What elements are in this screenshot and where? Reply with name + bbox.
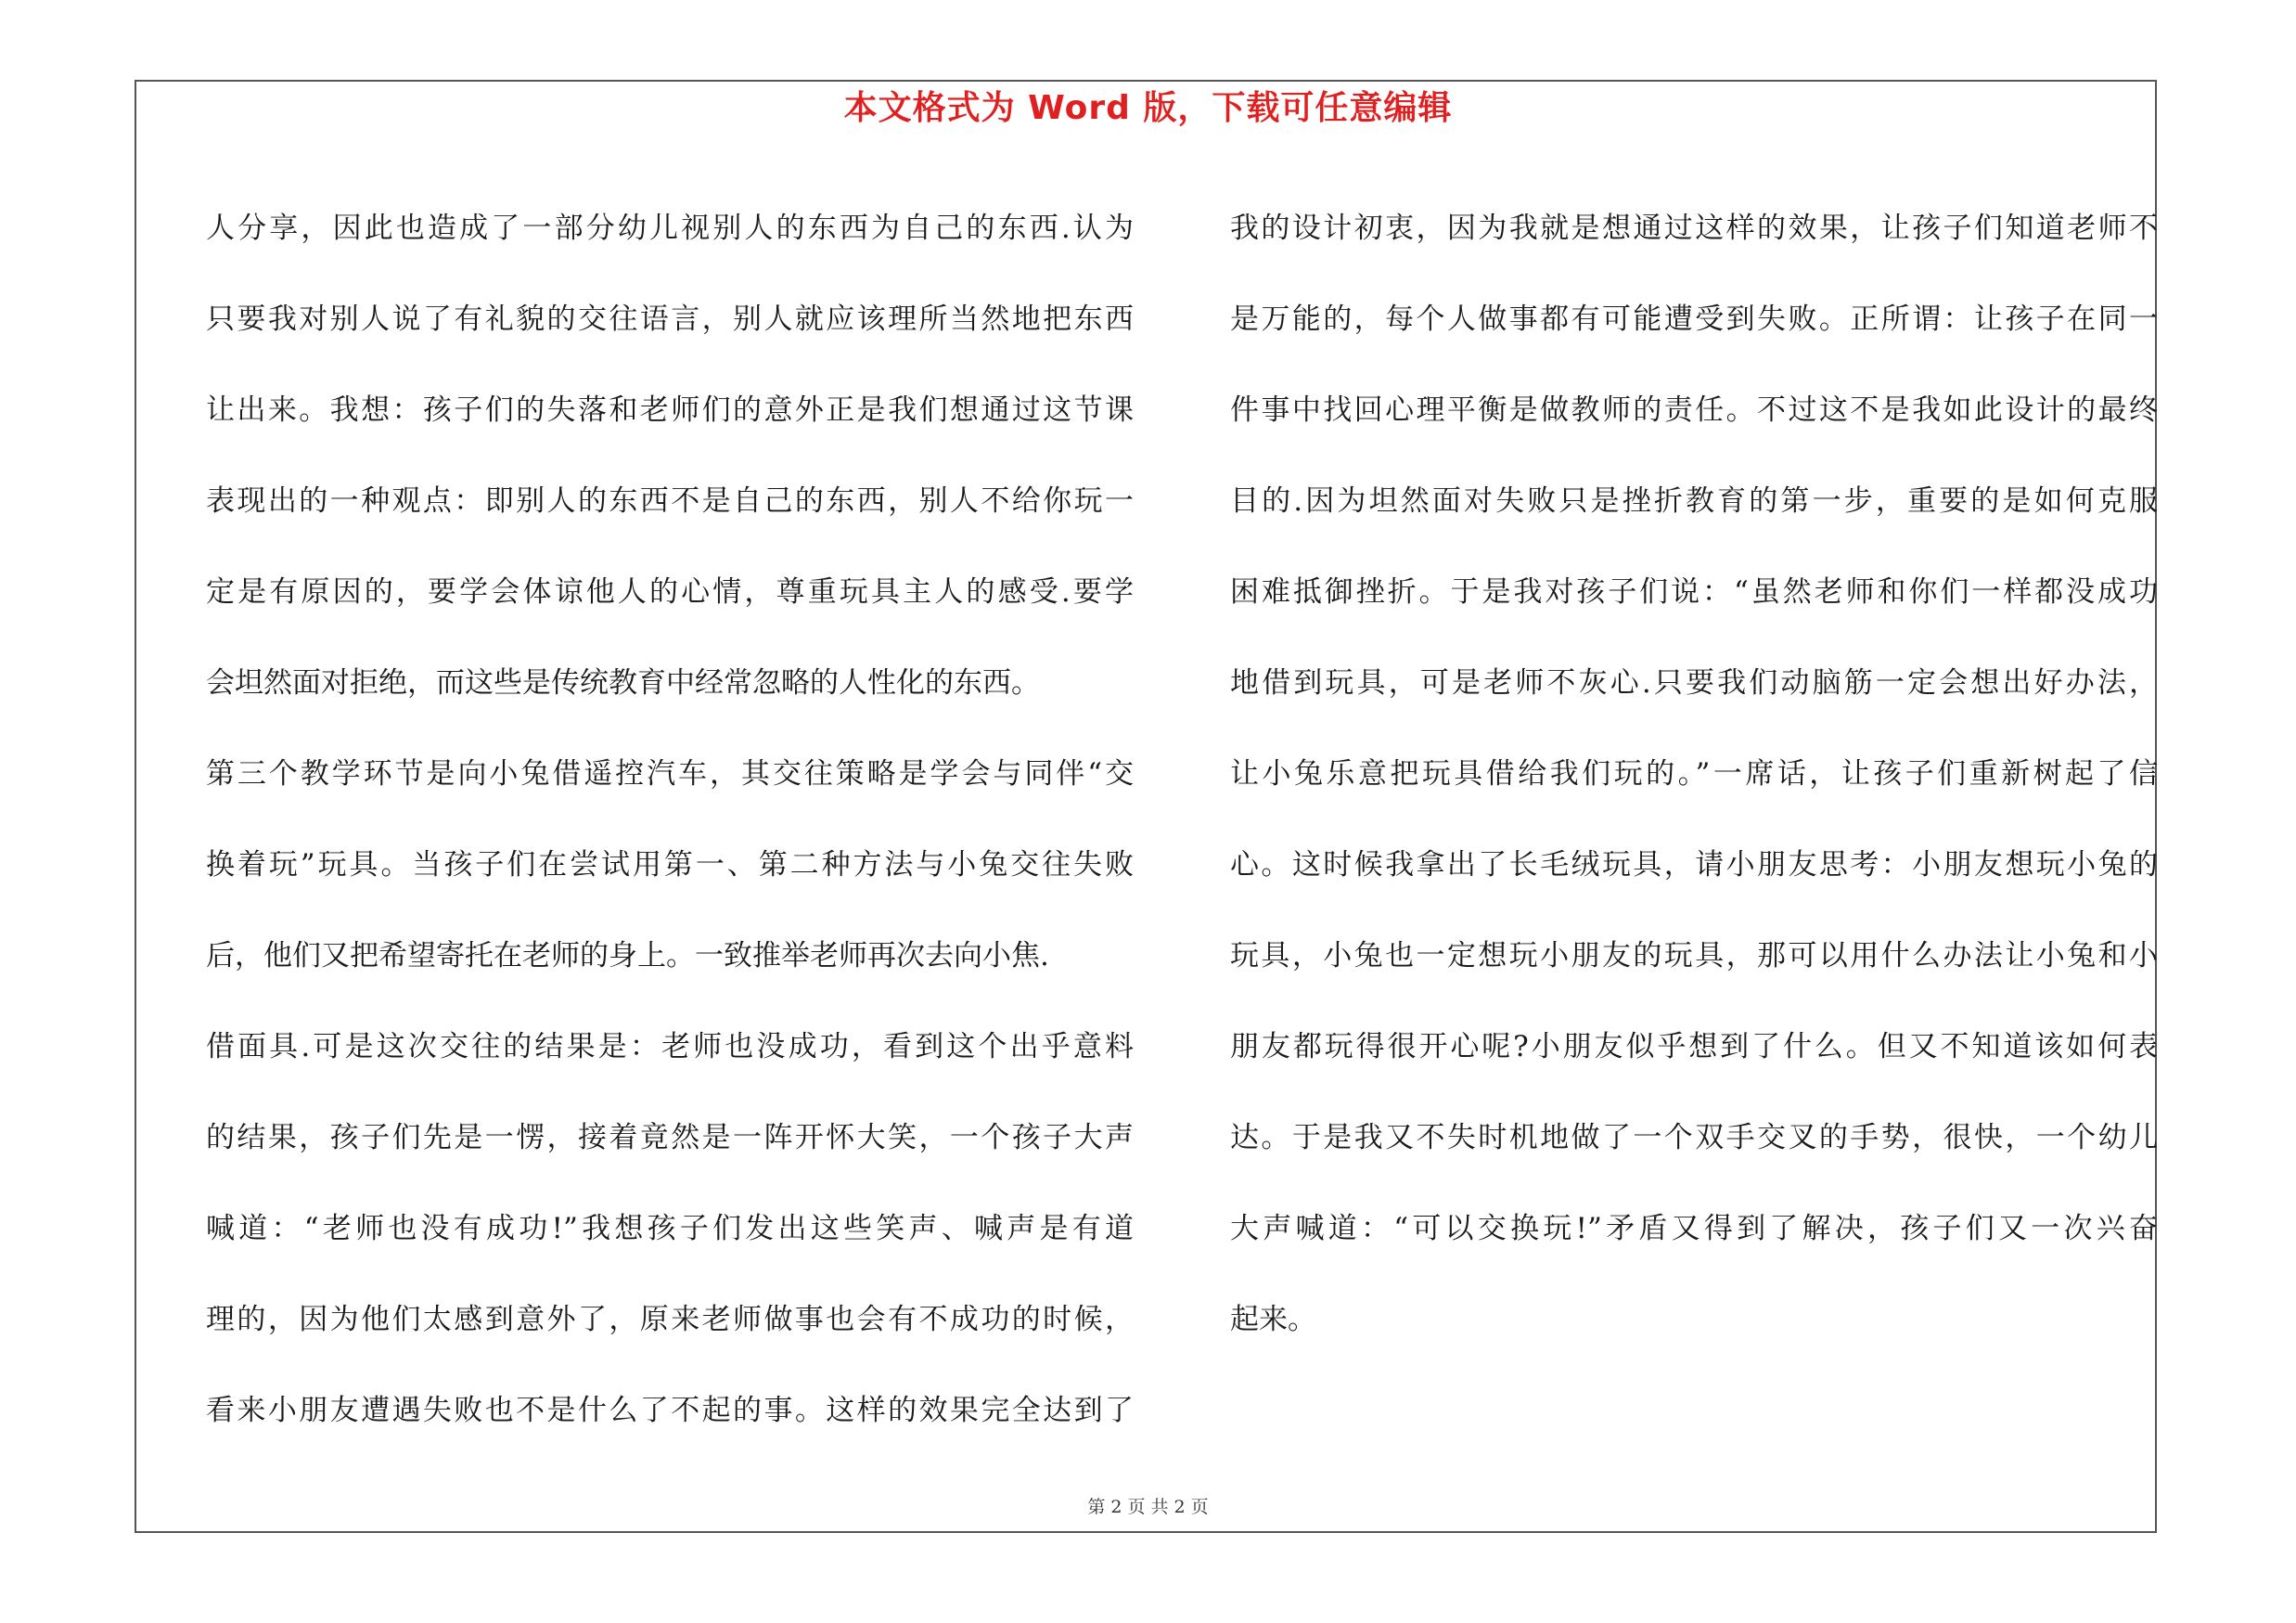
text-line: 定是有原因的，要学会体谅他人的心情，尊重玩具主人的感受.要学 bbox=[206, 575, 1134, 609]
text-line: 大声喊道：“可以交换玩!”矛盾又得到了解决，孩子们又一次兴奋 bbox=[1230, 1212, 2158, 1245]
text-line: 只要我对别人说了有礼貌的交往语言，别人就应该理所当然地把东西 bbox=[206, 303, 1134, 336]
text-line: 件事中找回心理平衡是做教师的责任。不过这不是我如此设计的最终 bbox=[1230, 393, 2158, 427]
text-line: 困难抵御挫折。于是我对孩子们说：“虽然老师和你们一样都没成功 bbox=[1230, 575, 2158, 609]
text-line: 我的设计初衷，因为我就是想通过这样的效果，让孩子们知道老师不 bbox=[1230, 212, 2158, 245]
text-line: 的结果，孩子们先是一愣，接着竟然是一阵开怀大笑，一个孩子大声 bbox=[206, 1121, 1134, 1154]
text-line: 借面具.可是这次交往的结果是：老师也没成功，看到这个出乎意料 bbox=[206, 1030, 1134, 1063]
text-line: 目的.因为坦然面对失败只是挫折教育的第一步，重要的是如何克服 bbox=[1230, 484, 2158, 518]
text-line: 理的，因为他们太感到意外了，原来老师做事也会有不成功的时候， bbox=[206, 1303, 1134, 1336]
text-line: 起来。 bbox=[1230, 1303, 1316, 1336]
text-line: 地借到玩具，可是老师不灰心.只要我们动脑筋一定会想出好办法， bbox=[1230, 666, 2158, 700]
text-line: 后，他们又把希望寄托在老师的身上。一致推举老师再次去向小焦. bbox=[206, 939, 1049, 973]
text-line: 看来小朋友遭遇失败也不是什么了不起的事。这样的效果完全达到了 bbox=[206, 1394, 1134, 1427]
text-line: 让小兔乐意把玩具借给我们玩的。”一席话，让孩子们重新树起了信 bbox=[1230, 757, 2158, 791]
text-line: 让出来。我想：孩子们的失落和老师们的意外正是我们想通过这节课 bbox=[206, 393, 1134, 427]
text-line: 人分享，因此也造成了一部分幼儿视别人的东西为自己的东西.认为 bbox=[206, 212, 1134, 245]
text-line: 第三个教学环节是向小兔借遥控汽车，其交往策略是学会与同伴“交 bbox=[206, 757, 1134, 791]
page-number-footer: 第 2 页 共 2 页 bbox=[1087, 1497, 1209, 1517]
text-line: 表现出的一种观点：即别人的东西不是自己的东西，别人不给你玩一 bbox=[206, 484, 1134, 518]
format-notice-banner: 本文格式为 Word 版，下载可任意编辑 bbox=[843, 89, 1453, 127]
text-column-left bbox=[206, 183, 1134, 1456]
text-line: 玩具，小兔也一定想玩小朋友的玩具，那可以用什么办法让小兔和小 bbox=[1230, 939, 2158, 973]
text-line: 是万能的，每个人做事都有可能遭受到失败。正所谓：让孩子在同一 bbox=[1230, 303, 2158, 336]
text-line: 朋友都玩得很开心呢?小朋友似乎想到了什么。但又不知道该如何表 bbox=[1230, 1030, 2158, 1063]
text-line: 会坦然面对拒绝，而这些是传统教育中经常忽略的人性化的东西。 bbox=[206, 666, 1040, 700]
text-line: 换着玩”玩具。当孩子们在尝试用第一、第二种方法与小兔交往失败 bbox=[206, 848, 1134, 882]
text-line: 喊道：“老师也没有成功!”我想孩子们发出这些笑声、喊声是有道 bbox=[206, 1212, 1134, 1245]
text-column-right bbox=[1230, 183, 2158, 1365]
text-line: 心。这时候我拿出了长毛绒玩具，请小朋友思考：小朋友想玩小兔的 bbox=[1230, 848, 2158, 882]
text-line: 达。于是我又不失时机地做了一个双手交叉的手势，很快，一个幼儿 bbox=[1230, 1121, 2158, 1154]
